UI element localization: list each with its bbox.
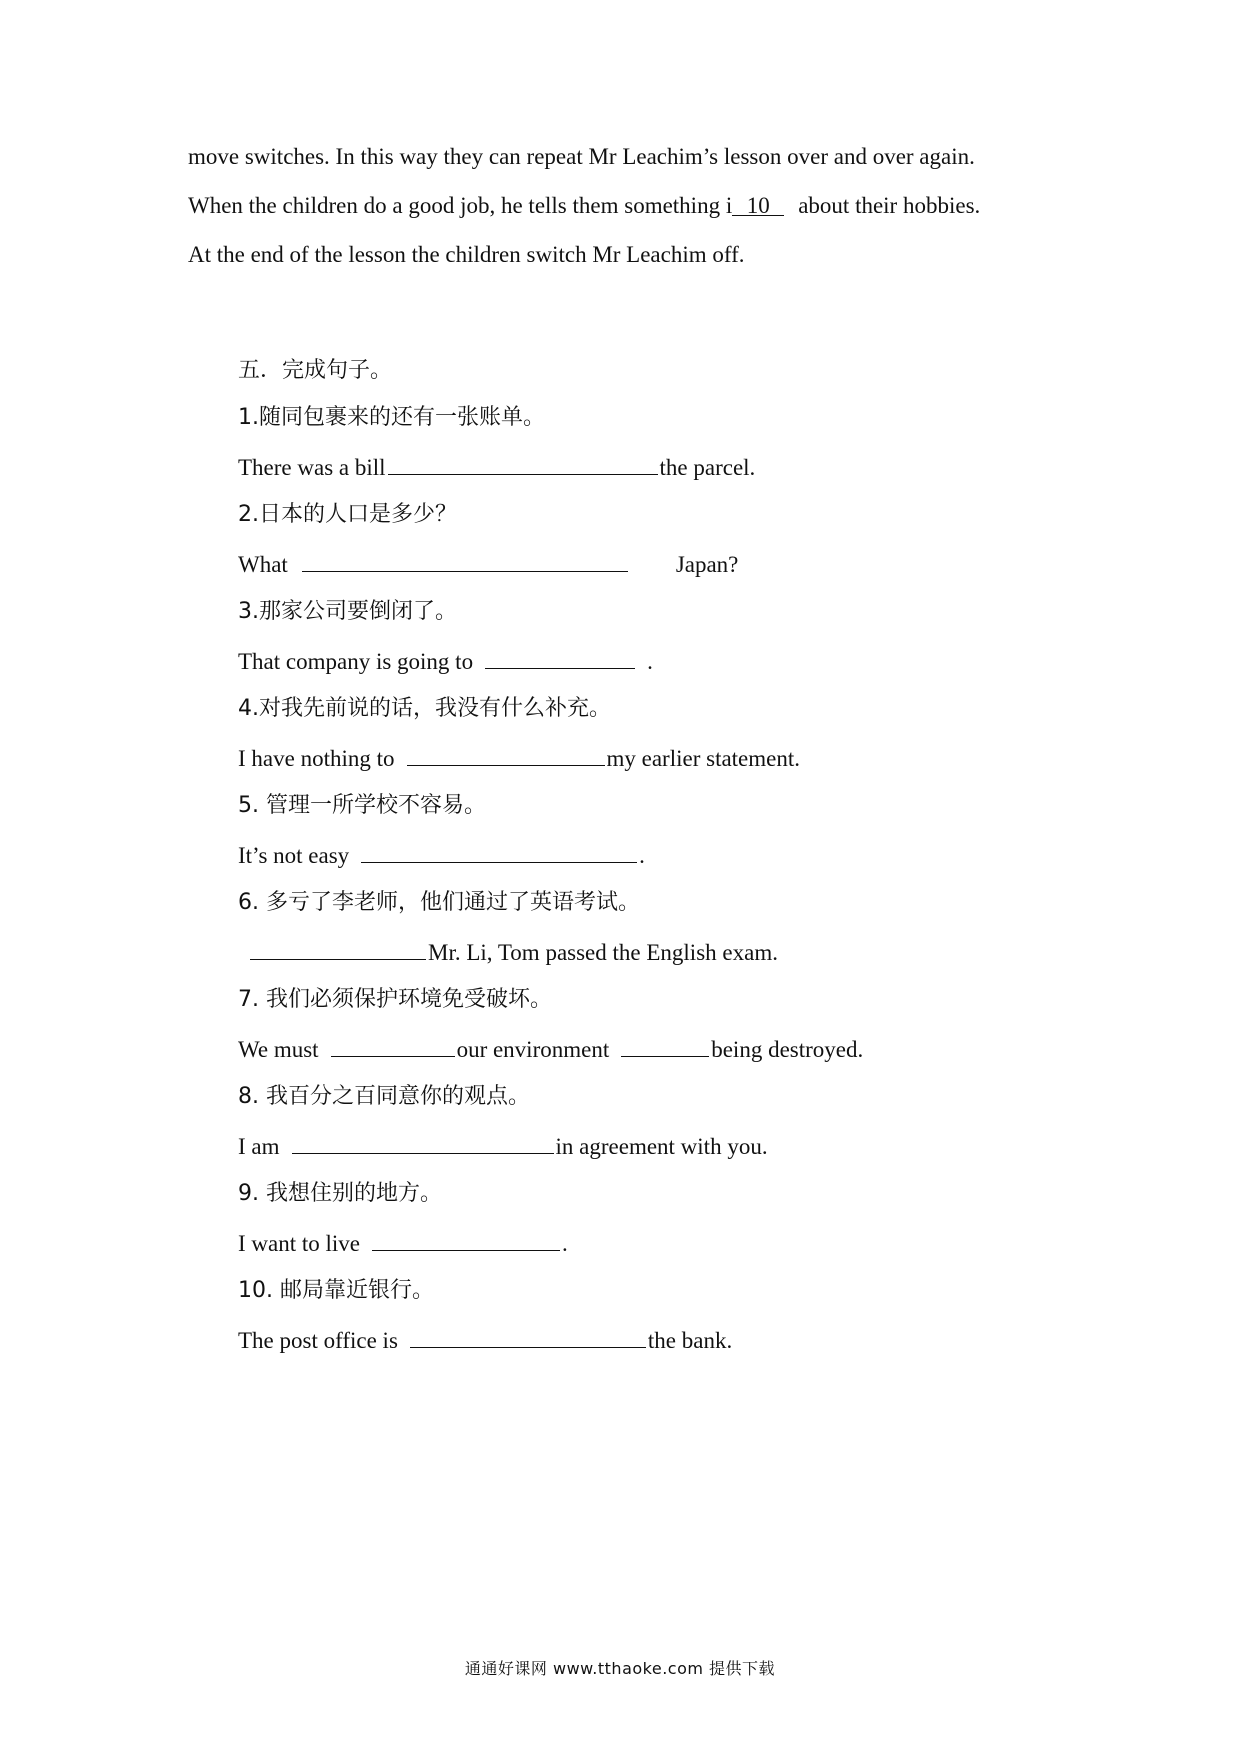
item-9-suffix: . (562, 1231, 568, 1256)
item-4-prefix: I have nothing to (238, 746, 395, 771)
item-2-english (238, 549, 738, 580)
item-1-english (238, 452, 755, 483)
section-heading: 五．完成句子。 (238, 358, 393, 383)
item-2-suffix: Japan? (675, 552, 739, 577)
passage-line-1: move switches. In this way they can repeat Mr Leachim’s lesson over and over again. (188, 144, 975, 169)
item-7-english (238, 1034, 863, 1065)
item-3-chinese: 3.那家公司要倒闭了。 (238, 599, 457, 624)
item-4-blank (407, 743, 605, 766)
item-7-blank-1 (331, 1034, 455, 1057)
item-10-chinese: 10. 邮局靠近银行。 (238, 1278, 434, 1303)
item-1-suffix: the parcel. (659, 455, 756, 480)
item-3-english (238, 646, 653, 677)
item-9-english (238, 1228, 568, 1259)
item-1-prefix: There was a bill (238, 455, 386, 480)
item-7-prefix: We must (238, 1037, 319, 1062)
item-10-prefix: The post office is (238, 1328, 398, 1353)
item-4-chinese: 4.对我先前说的话，我没有什么补充。 (238, 696, 611, 721)
item-9-chinese: 9. 我想住别的地方。 (238, 1181, 442, 1206)
page-footer: 通通好课网 www.tthaoke.com 提供下载 (464, 1659, 776, 1678)
item-5-english (238, 840, 645, 871)
item-2-prefix: What (238, 552, 288, 577)
item-7-chinese: 7. 我们必须保护环境免受破坏。 (238, 987, 552, 1012)
item-8-suffix: in agreement with you. (555, 1134, 768, 1159)
item-1-chinese: 1.随同包裹来的还有一张账单。 (238, 405, 545, 430)
passage-line-2-tail: about their hobbies. (798, 193, 981, 218)
item-5-blank (361, 840, 637, 863)
item-10-english (238, 1325, 732, 1356)
passage-line-2 (188, 191, 980, 221)
blank-10: 10 (732, 191, 784, 216)
item-3-suffix: . (647, 649, 653, 674)
item-6-chinese: 6. 多亏了李老师，他们通过了英语考试。 (238, 890, 640, 915)
item-5-suffix: . (639, 843, 645, 868)
item-8-chinese: 8. 我百分之百同意你的观点。 (238, 1084, 530, 1109)
item-10-suffix: the bank. (647, 1328, 733, 1353)
item-4-english (238, 743, 800, 774)
item-10-blank (410, 1325, 646, 1348)
item-3-blank (485, 646, 635, 669)
item-2-chinese: 2.日本的人口是多少？ (238, 502, 457, 527)
passage-line-3: At the end of the lesson the children switch Mr Leachim off. (188, 242, 745, 267)
item-6-suffix: Mr. Li, Tom passed the English exam. (428, 940, 778, 965)
item-1-blank (388, 452, 658, 475)
item-7-middle: our environment (456, 1037, 610, 1062)
item-6-blank (250, 937, 426, 960)
item-8-blank (292, 1131, 554, 1154)
item-9-blank (372, 1228, 560, 1251)
item-8-prefix: I am (238, 1134, 280, 1159)
passage-line-2-text: When the children do a good job, he tells them something i (188, 193, 733, 218)
item-5-chinese: 5. 管理一所学校不容易。 (238, 793, 486, 818)
item-9-prefix: I want to live (238, 1231, 360, 1256)
item-2-blank (302, 549, 628, 572)
item-7-suffix: being destroyed. (711, 1037, 864, 1062)
item-8-english (238, 1131, 768, 1162)
item-4-suffix: my earlier statement. (606, 746, 801, 771)
item-6-english (248, 937, 778, 968)
item-3-prefix: That company is going to (238, 649, 474, 674)
item-5-prefix: It’s not easy (238, 843, 350, 868)
item-7-blank-2 (621, 1034, 709, 1057)
